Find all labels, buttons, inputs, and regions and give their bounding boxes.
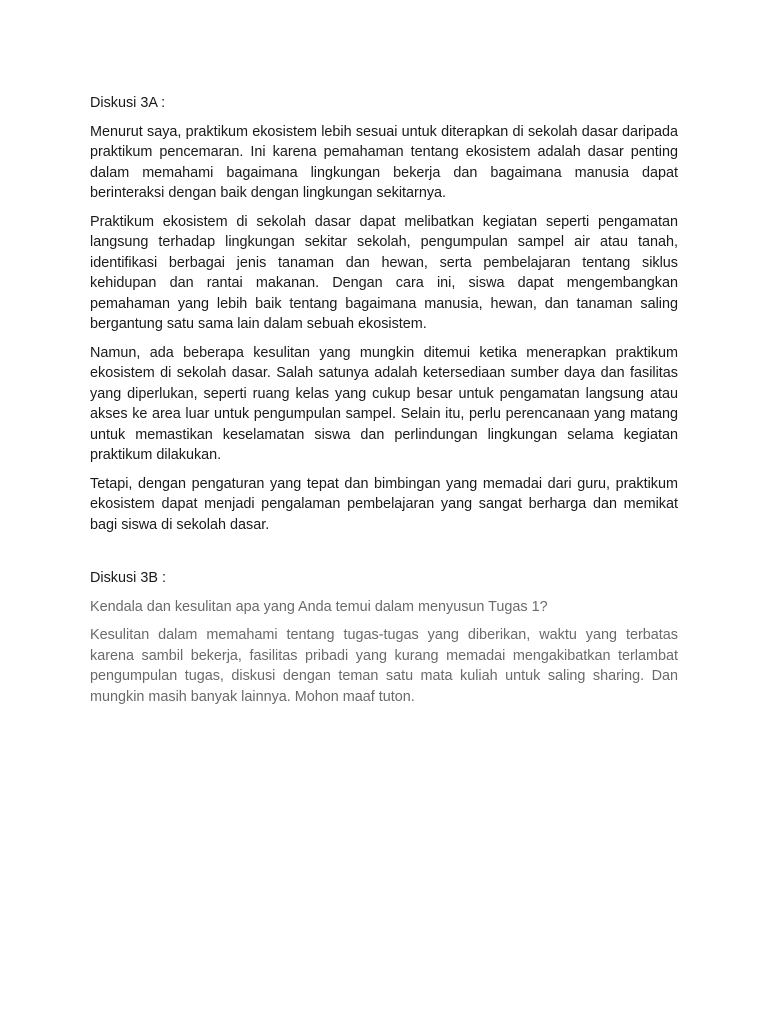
- section-3a-paragraph-3: Namun, ada beberapa kesulitan yang mungkin ditemui ketika menerapkan praktikum ekosistem di sekolah dasar. Salah satunya adalah ketersediaan sumber daya dan fasilitas yang diperlukan, seperti ruang kelas yang cukup besar untuk pengamatan langsung atau akses ke area luar untuk pengumpulan sampel. Selain itu, perlu perencanaan yang matang untuk memastikan keselamatan siswa dan perlindungan lingkungan selama kegiatan praktikum dilakukan.: [90, 344, 678, 463]
- section-3a-heading: Diskusi 3A :: [90, 95, 166, 111]
- document-content: [90, 93, 678, 715]
- section-3b-question: Kendala dan kesulitan apa yang Anda temui dalam menyusun Tugas 1?: [90, 598, 548, 615]
- section-3a-paragraph-4: Tetapi, dengan pengaturan yang tepat dan bimbingan yang memadai dari guru, praktikum ekosistem dapat menjadi pengalaman pembelajaran yang sangat berharga dan memikat bagi siswa di sekolah dasar.: [90, 475, 678, 533]
- section-3b-heading: Diskusi 3B :: [90, 570, 166, 586]
- section-3a: [90, 93, 678, 535]
- section-3b: [90, 568, 678, 707]
- section-3a-paragraph-2: Praktikum ekosistem di sekolah dasar dapat melibatkan kegiatan seperti pengamatan langsung terhadap lingkungan sekitar sekolah, pengumpulan sampel air atau tanah, identifikasi berbagai jenis tanaman dan hewan, serta pembelajaran tentang siklus kehidupan dan rantai makanan. Dengan cara ini, siswa dapat mengembangkan pemahaman yang lebih baik tentang bagaimana manusia, hewan, dan tanaman saling bergantung satu sama lain dalam sebuah ekosistem.: [90, 213, 678, 332]
- section-3b-answer: Kesulitan dalam memahami tentang tugas-tugas yang diberikan, waktu yang terbatas karena sambil bekerja, fasilitas pribadi yang kurang memadai mengakibatkan terlambat pengumpulan tugas, diskusi dengan teman satu mata kuliah untuk saling sharing. Dan mungkin masih banyak lainnya. Mohon maaf tuton.: [90, 627, 678, 705]
- section-3a-paragraph-1: Menurut saya, praktikum ekosistem lebih sesuai untuk diterapkan di sekolah dasar daripada praktikum pencemaran. Ini karena pemahaman tentang ekosistem adalah dasar penting dalam memahami bagaimana lingkungan bekerja dan bagaimana manusia dapat berinteraksi dengan baik dengan lingkungan sekitarnya.: [90, 123, 678, 201]
